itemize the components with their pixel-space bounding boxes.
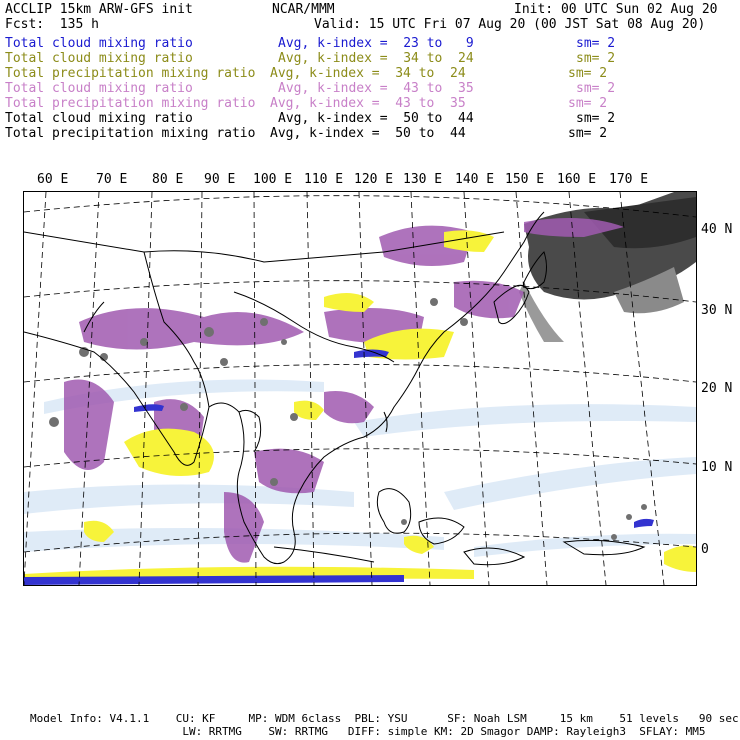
lon-label: 130 E: [403, 172, 443, 187]
legend-sm: sm= 2: [568, 66, 608, 81]
lat-label: 40 N: [701, 222, 733, 237]
legend-field: Total cloud mixing ratio: [5, 51, 193, 66]
legend-field: Total cloud mixing ratio: [5, 111, 193, 126]
lon-label: 140 E: [455, 172, 495, 187]
lat-label: 30 N: [701, 303, 733, 318]
lon-label: 100 E: [253, 172, 293, 187]
legend-avg: Avg, k-index = 34 to 24: [270, 66, 466, 81]
init-time: Init: 00 UTC Sun 02 Aug 20: [514, 2, 718, 17]
lon-label: 70 E: [96, 172, 128, 187]
legend-sm: sm= 2: [576, 111, 616, 126]
legend-avg: Avg, k-index = 50 to 44: [270, 126, 466, 141]
lat-label: 10 N: [701, 460, 733, 475]
lon-label: 110 E: [304, 172, 344, 187]
lat-label: 0: [701, 542, 709, 557]
lon-label: 80 E: [152, 172, 184, 187]
legend-sm: sm= 2: [576, 36, 616, 51]
legend-avg: Avg, k-index = 23 to 9: [278, 36, 474, 51]
lon-label: 120 E: [354, 172, 394, 187]
lon-label: 170 E: [609, 172, 649, 187]
legend-avg: Avg, k-index = 43 to 35: [278, 81, 474, 96]
lon-label: 160 E: [557, 172, 597, 187]
model-title: ACCLIP 15km ARW-GFS init: [5, 2, 193, 17]
forecast-hour: Fcst: 135 h: [5, 17, 99, 32]
lon-label: 90 E: [204, 172, 236, 187]
lat-label: 20 N: [701, 381, 733, 396]
legend-field: Total precipitation mixing ratio: [5, 96, 256, 111]
legend-field: Total precipitation mixing ratio: [5, 66, 256, 81]
lon-label: 60 E: [37, 172, 69, 187]
high-cloud-mass: [519, 192, 696, 342]
legend-sm: sm= 2: [576, 81, 616, 96]
legend-field: Total cloud mixing ratio: [5, 81, 193, 96]
legend-avg: Avg, k-index = 34 to 24: [278, 51, 474, 66]
legend-field: Total cloud mixing ratio: [5, 36, 193, 51]
legend-field: Total precipitation mixing ratio: [5, 126, 256, 141]
lon-label: 150 E: [505, 172, 545, 187]
legend-sm: sm= 2: [568, 126, 608, 141]
map-panel: [23, 191, 697, 586]
legend-avg: Avg, k-index = 50 to 44: [278, 111, 474, 126]
blue-streaks: [24, 350, 654, 586]
valid-time: Valid: 15 UTC Fri 07 Aug 20 (00 JST Sat 08 Aug 20): [314, 17, 706, 32]
legend-sm: sm= 2: [576, 51, 616, 66]
map-canvas: [24, 192, 696, 585]
model-info-line1: Model Info: V4.1.1 CU: KF MP: WDM 6class PBL: YSU SF: Noah LSM 15 km 51 levels 90 sec: [30, 712, 739, 725]
legend-avg: Avg, k-index = 43 to 35: [270, 96, 466, 111]
model-info-line2: LW: RRTMG SW: RRTMG DIFF: simple KM: 2D Smagor DAMP: Rayleigh3 SFLAY: MM5: [30, 725, 706, 738]
org-label: NCAR/MMM: [272, 2, 335, 17]
legend-sm: sm= 2: [568, 96, 608, 111]
